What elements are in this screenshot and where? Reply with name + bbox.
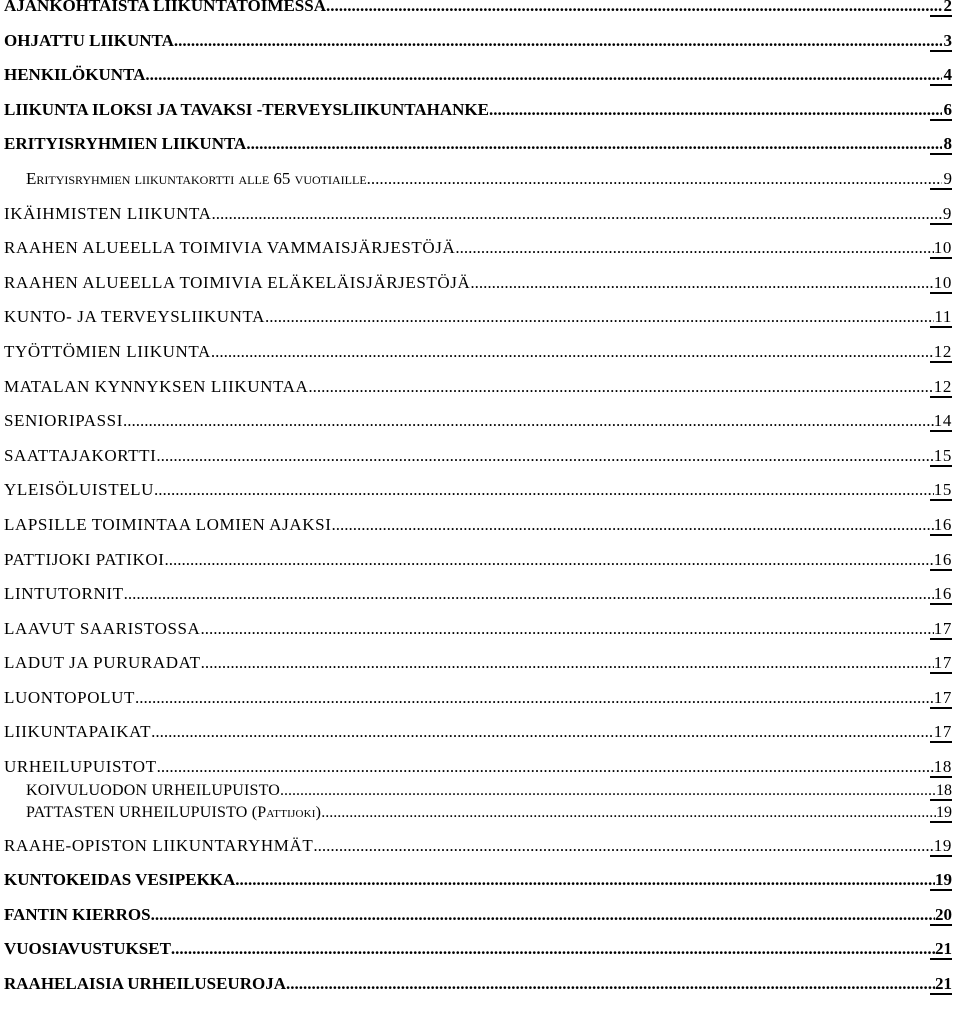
dot-leader [200, 620, 933, 637]
dot-leader [201, 654, 934, 671]
toc-entry-title: HENKILÖKUNTA [4, 65, 146, 85]
dot-leader [331, 516, 933, 533]
toc-entry-liikuntapaikat[interactable] [4, 712, 952, 747]
toc-entry-page: 12 [933, 341, 952, 361]
toc-entry-title: SAATTAJAKORTTI [4, 445, 157, 465]
dot-leader [171, 940, 935, 957]
toc-entry-matalan-kynnyksen-liikuntaa[interactable] [4, 366, 952, 401]
toc-entry-ohjattu-liikunta[interactable] [4, 20, 952, 55]
toc-entry-koivuluodon-urheilupuisto[interactable] [4, 781, 952, 803]
toc-entry-title: URHEILUPUISTOT [4, 757, 157, 777]
toc-entry-ladut-ja-pururadat[interactable] [4, 643, 952, 678]
toc-entry-page: 17 [933, 653, 952, 673]
toc-entry-page: 17 [933, 618, 952, 638]
dot-leader [154, 481, 934, 498]
toc-entry-page: 6 [943, 99, 952, 119]
toc-entry-pattasten-urheilupuisto[interactable] [4, 803, 952, 825]
toc-entry-fantin-kierros[interactable] [4, 894, 952, 929]
toc-entry-title: LIIKUNTAPAIKAT [4, 722, 152, 742]
toc-entry-page: 17 [933, 722, 952, 742]
toc-entry-pattijoki-patikoi[interactable] [4, 539, 952, 574]
dot-leader [489, 101, 942, 118]
table-of-contents [4, 0, 952, 998]
toc-entry-title: TYÖTTÖMIEN LIIKUNTA [4, 341, 211, 361]
toc-entry-luontopolut[interactable] [4, 677, 952, 712]
dot-leader [321, 804, 936, 821]
toc-entry-kunto-ja-terveysliikunta[interactable] [4, 297, 952, 332]
toc-entry-page: 21 [935, 939, 952, 959]
dot-leader [174, 32, 942, 49]
toc-entry-page: 20 [935, 904, 952, 924]
toc-entry-title: RAAHE-OPISTON LIIKUNTARYHMÄT [4, 835, 314, 855]
toc-entry-page: 15 [933, 445, 952, 465]
toc-entry-title: KUNTO- JA TERVEYSLIIKUNTA [4, 307, 265, 327]
toc-entry-title: YLEISÖLUISTELU [4, 480, 155, 500]
toc-entry-yleisoluistelu[interactable] [4, 470, 952, 505]
toc-entry-page: 16 [933, 584, 952, 604]
dot-leader [455, 239, 933, 256]
toc-entry-title: AJANKOHTAISTA LIIKUNTATOIMESSA [4, 0, 326, 15]
toc-entry-page: 16 [933, 514, 952, 534]
toc-entry-title: Erityisryhmien liikuntakortti alle 65 vuotiaille [26, 168, 367, 188]
dot-leader [280, 782, 936, 799]
toc-entry-page: 19 [933, 835, 952, 855]
toc-entry-title: LUONTOPOLUT [4, 687, 135, 707]
toc-entry-kuntokeidas-vesipekka[interactable] [4, 860, 952, 895]
toc-entry-title: KUNTOKEIDAS VESIPEKKA [4, 870, 236, 890]
toc-entry-page: 4 [943, 65, 952, 85]
toc-entry-title: PATTIJOKI PATIKOI [4, 549, 165, 569]
toc-entry-page: 18 [936, 782, 952, 800]
toc-entry-page: 15 [933, 480, 952, 500]
toc-entry-page: 14 [933, 411, 952, 431]
dot-leader [367, 170, 942, 187]
dot-leader [123, 412, 934, 429]
toc-entry-tyottomien-liikunta[interactable] [4, 331, 952, 366]
toc-entry-erityisryhmien-liikuntakortti[interactable] [4, 158, 952, 193]
toc-entry-saattajakortti[interactable] [4, 435, 952, 470]
toc-entry-elakelaisjarjestoja[interactable] [4, 262, 952, 297]
toc-entry-senioripassi[interactable] [4, 401, 952, 436]
toc-entry-lapsille-toimintaa[interactable] [4, 504, 952, 539]
toc-entry-title: ERITYISRYHMIEN LIIKUNTA [4, 134, 247, 154]
dot-leader [151, 906, 935, 923]
dot-leader [265, 308, 934, 325]
toc-entry-page: 10 [933, 238, 952, 258]
toc-entry-title: LADUT JA PURURADAT [4, 653, 201, 673]
toc-entry-title: FANTIN KIERROS [4, 904, 151, 924]
toc-entry-title: RAAHEN ALUEELLA TOIMIVIA VAMMAISJÄRJESTÖJÄ [4, 238, 456, 258]
toc-entry-page: 19 [936, 804, 952, 822]
dot-leader [235, 871, 935, 888]
dot-leader [156, 447, 933, 464]
toc-entry-page: 19 [935, 870, 952, 890]
dot-leader [165, 551, 934, 568]
toc-entry-title: LAAVUT SAARISTOSSA [4, 618, 201, 638]
toc-entry-ajankohtaista[interactable] [4, 0, 952, 20]
dot-leader [308, 378, 933, 395]
toc-entry-vuosiavustukset[interactable] [4, 929, 952, 964]
toc-entry-liikunta-iloksi[interactable] [4, 89, 952, 124]
toc-entry-raahelaisia-urheiluseuroja[interactable] [4, 963, 952, 998]
dot-leader [151, 723, 934, 740]
toc-entry-laavut-saaristossa[interactable] [4, 608, 952, 643]
toc-entry-vammaisjarjestoja[interactable] [4, 228, 952, 263]
dot-leader [135, 689, 934, 706]
toc-entry-page: 17 [933, 687, 952, 707]
toc-entry-page: 21 [935, 974, 952, 994]
toc-entry-page: 16 [933, 549, 952, 569]
toc-entry-title: MATALAN KYNNYKSEN LIIKUNTAA [4, 376, 309, 396]
toc-entry-title: KOIVULUODON URHEILUPUISTO [26, 782, 281, 800]
toc-entry-page: 12 [933, 376, 952, 396]
toc-entry-title: PATTASTEN URHEILUPUISTO (Pattijoki) [26, 804, 322, 822]
toc-entry-title: LINTUTORNIT [4, 584, 124, 604]
toc-entry-page: 9 [942, 203, 952, 223]
toc-entry-title: IKÄIHMISTEN LIIKUNTA [4, 203, 212, 223]
toc-entry-erityisryhmien-liikunta[interactable] [4, 124, 952, 159]
toc-entry-title: VUOSIAVUSTUKSET [4, 939, 171, 959]
toc-entry-title: OHJATTU LIIKUNTA [4, 30, 174, 50]
dot-leader [157, 758, 934, 775]
toc-entry-page: 11 [934, 307, 952, 327]
toc-entry-henkilokunta[interactable] [4, 55, 952, 90]
dot-leader [145, 66, 942, 83]
toc-entry-title: LIIKUNTA ILOKSI JA TAVAKSI -TERVEYSLIIKUNTAHANKE [4, 99, 489, 119]
toc-entry-ikaihmisten-liikunta[interactable] [4, 193, 952, 228]
toc-entry-lintutornit[interactable] [4, 574, 952, 609]
toc-entry-urheilupuistot[interactable] [4, 746, 952, 781]
dot-leader [470, 274, 933, 291]
toc-entry-page: 3 [943, 30, 952, 50]
toc-entry-title: LAPSILLE TOIMINTAA LOMIEN AJAKSI [4, 514, 332, 534]
dot-leader [313, 837, 933, 854]
toc-entry-title: RAAHEN ALUEELLA TOIMIVIA ELÄKELÄISJÄRJESTÖJÄ [4, 272, 471, 292]
dot-leader [212, 205, 942, 222]
toc-entry-page: 18 [933, 757, 952, 777]
toc-entry-title: RAAHELAISIA URHEILUSEUROJA [4, 974, 286, 994]
dot-leader [286, 975, 935, 992]
dot-leader [326, 0, 942, 14]
toc-entry-title: SENIORIPASSI [4, 411, 123, 431]
dot-leader [246, 135, 942, 152]
toc-entry-page: 10 [933, 272, 952, 292]
dot-leader [211, 343, 934, 360]
toc-entry-raahe-opiston-liikuntaryhmat[interactable] [4, 825, 952, 860]
toc-entry-page: 8 [943, 134, 952, 154]
toc-entry-page: 2 [943, 0, 952, 15]
toc-entry-page: 9 [943, 168, 952, 188]
dot-leader [124, 585, 934, 602]
